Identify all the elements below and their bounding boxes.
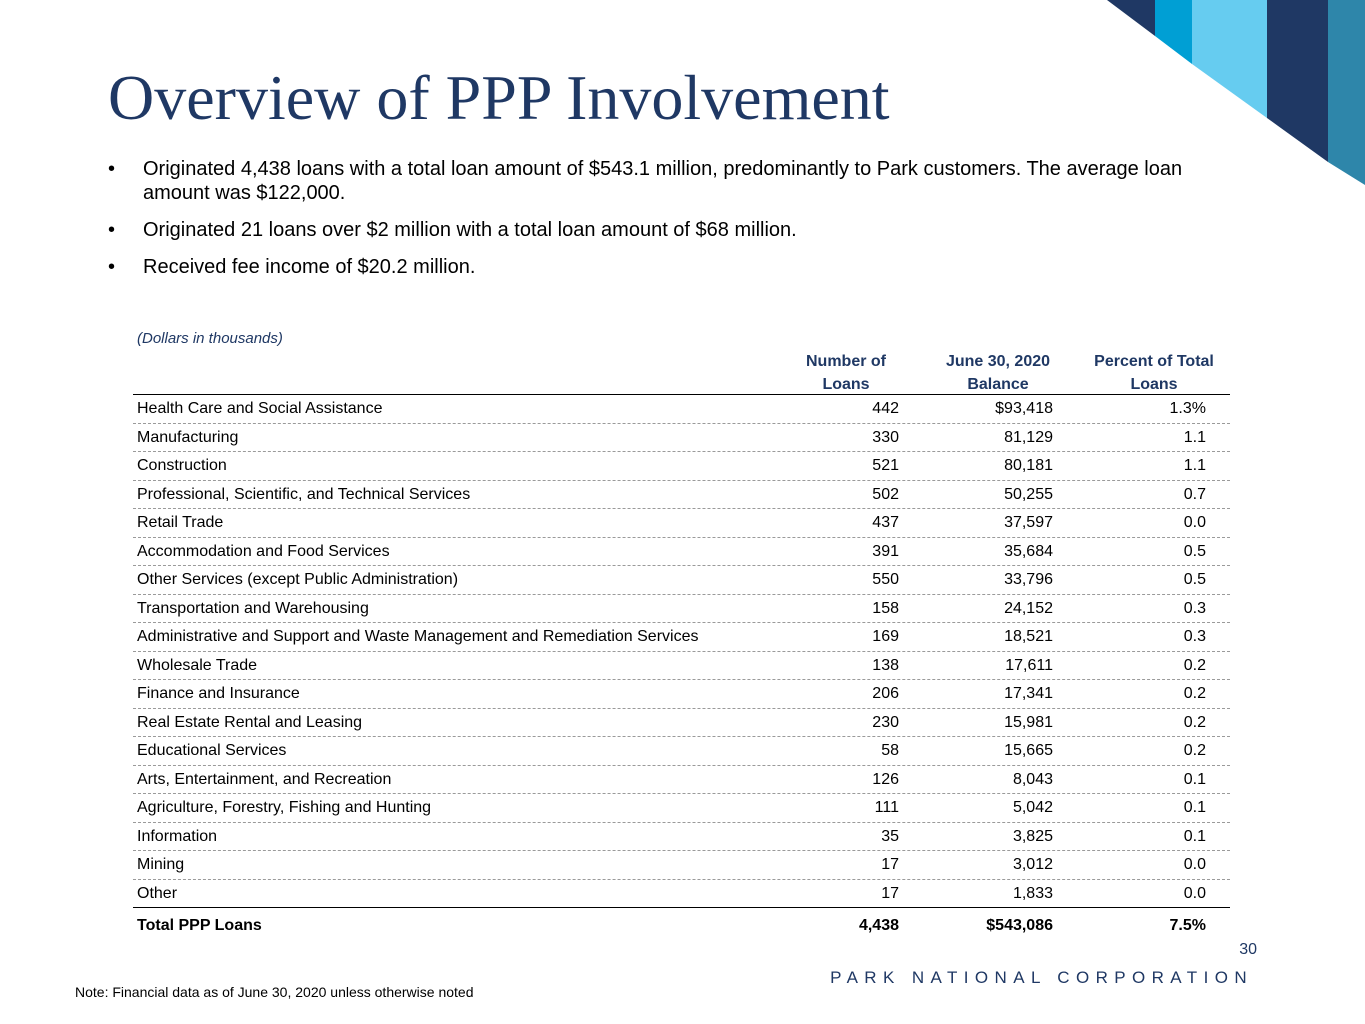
loans-cell: 169 (872, 628, 899, 645)
table-row (133, 538, 1230, 567)
balance-cell: 17,611 (1005, 656, 1053, 674)
table-row (133, 709, 1230, 738)
percent-cell: 0.2 (1183, 713, 1206, 731)
loans-cell: 111 (874, 799, 899, 816)
industry-cell: Mining (137, 856, 185, 873)
balance-cell: 37,597 (1004, 514, 1053, 531)
percent-cell: 0.0 (1183, 884, 1206, 902)
table-body (133, 395, 1230, 908)
bullet-item (108, 218, 1218, 242)
loans-cell: 442 (872, 400, 899, 417)
percent-cell: 0.1 (1183, 827, 1206, 845)
loans-cell: 138 (872, 656, 899, 674)
balance-cell: 17,341 (1004, 685, 1053, 702)
loans-cell: 35 (881, 827, 899, 845)
industry-cell: Other (137, 884, 178, 902)
header-balance (933, 350, 1063, 396)
table-row (133, 395, 1230, 424)
units-note: (Dollars in thousands) (137, 330, 283, 347)
table-header (133, 350, 1230, 395)
industry-cell: Health Care and Social Assistance (137, 400, 383, 417)
balance-cell: 1,833 (1012, 884, 1053, 902)
table-row (133, 623, 1230, 652)
header-number-of-loans (791, 350, 901, 396)
table-row (133, 794, 1230, 823)
bullet-item (108, 255, 1218, 279)
bullet-text: Originated 4,438 loans with a total loan amount of $543.1 million, predominantly to Park customers. The average loan amount was $122,000. (143, 158, 1183, 204)
percent-cell: 0.5 (1183, 542, 1206, 560)
balance-cell: 50,255 (1004, 485, 1053, 503)
bullet-list (108, 157, 1218, 279)
table-row (133, 737, 1230, 766)
loans-cell: 330 (872, 428, 899, 446)
header-line: Loans (822, 376, 870, 393)
ppp-industry-table (133, 350, 1230, 942)
percent-cell: 0.1 (1183, 770, 1206, 788)
percent-cell: 0.1 (1183, 799, 1206, 816)
table-row (133, 452, 1230, 481)
industry-cell: Administrative and Support and Waste Management and Remediation Services (137, 628, 699, 645)
bullet-text: Received fee income of $20.2 million. (143, 256, 476, 278)
loans-cell: 17 (881, 884, 899, 902)
industry-cell: Wholesale Trade (137, 656, 258, 674)
table-row (133, 424, 1230, 453)
industry-cell: Other Services (except Public Administration) (137, 571, 459, 588)
corner-stripe-light-blue (1192, 0, 1267, 118)
industry-cell: Transportation and Warehousing (137, 599, 369, 617)
page-number: 30 (1239, 941, 1257, 958)
industry-cell: Agriculture, Forestry, Fishing and Hunting (137, 799, 432, 816)
balance-cell: $93,418 (995, 400, 1053, 417)
loans-cell: 502 (872, 485, 899, 503)
table-row (133, 880, 1230, 909)
percent-cell: 0.3 (1183, 599, 1206, 617)
industry-cell: Professional, Scientific, and Technical Services (137, 485, 471, 503)
balance-cell: 3,012 (1012, 856, 1053, 873)
percent-cell: 0.7 (1183, 485, 1206, 503)
table-total-row (133, 908, 1230, 942)
loans-cell: 126 (872, 770, 899, 788)
total-loans: 4,438 (858, 917, 899, 934)
percent-cell: 0.2 (1183, 685, 1206, 702)
total-label: Total PPP Loans (137, 917, 262, 934)
loans-cell: 158 (872, 599, 899, 617)
balance-cell: 33,796 (1004, 571, 1053, 588)
bullet-dot: • (108, 256, 116, 278)
table-row (133, 823, 1230, 852)
corner-stripe-navy-right (1267, 0, 1328, 162)
balance-cell: 35,684 (1004, 542, 1053, 560)
header-line: Loans (1130, 376, 1178, 393)
bullet-dot: • (108, 219, 116, 241)
company-name: PARK NATIONAL CORPORATION (830, 968, 1253, 987)
balance-cell: 15,981 (1004, 713, 1053, 731)
bullet-text: Originated 21 loans over $2 million with a total loan amount of $68 million. (143, 219, 797, 241)
industry-cell: Arts, Entertainment, and Recreation (137, 770, 392, 788)
loans-cell: 230 (872, 713, 899, 731)
percent-cell: 1.3% (1169, 400, 1206, 417)
percent-cell: 1.1 (1183, 457, 1206, 474)
corner-stripe-cyan (1155, 0, 1192, 64)
table-row (133, 509, 1230, 538)
percent-cell: 0.2 (1183, 656, 1206, 674)
industry-cell: Real Estate Rental and Leasing (137, 713, 363, 731)
balance-cell: 8,043 (1012, 770, 1053, 788)
header-line: June 30, 2020 (945, 353, 1051, 370)
page-title: Overview of PPP Involvement (108, 62, 890, 133)
total-percent: 7.5% (1169, 917, 1206, 934)
total-balance: $543,086 (986, 917, 1053, 934)
percent-cell: 0.3 (1183, 628, 1206, 645)
header-line: Percent of Total (1094, 353, 1214, 370)
industry-cell: Retail Trade (137, 514, 224, 531)
loans-cell: 206 (872, 685, 899, 702)
bullet-dot: • (108, 158, 116, 180)
table-row (133, 766, 1230, 795)
header-line: Number of (806, 353, 886, 370)
percent-cell: 0.2 (1183, 742, 1206, 759)
table-row (133, 652, 1230, 681)
percent-cell: 0.5 (1183, 571, 1206, 588)
balance-cell: 5,042 (1012, 799, 1053, 816)
balance-cell: 3,825 (1012, 827, 1053, 845)
industry-cell: Educational Services (137, 742, 287, 759)
corner-stripe-teal (1328, 0, 1365, 185)
table-row (133, 481, 1230, 510)
percent-cell: 0.0 (1183, 856, 1206, 873)
loans-cell: 521 (872, 457, 899, 474)
corner-stripe-navy-left (1107, 0, 1155, 36)
loans-cell: 391 (872, 542, 899, 560)
footnote: Note: Financial data as of June 30, 2020 unless otherwise noted (75, 984, 474, 1000)
balance-cell: 80,181 (1004, 457, 1053, 474)
industry-cell: Finance and Insurance (137, 685, 300, 702)
table-row (133, 680, 1230, 709)
industry-cell: Construction (137, 457, 227, 474)
loans-cell: 550 (872, 571, 899, 588)
balance-cell: 81,129 (1004, 428, 1053, 446)
balance-cell: 18,521 (1004, 628, 1053, 645)
loans-cell: 17 (881, 856, 899, 873)
industry-cell: Manufacturing (137, 428, 239, 446)
industry-cell: Accommodation and Food Services (137, 542, 390, 560)
loans-cell: 58 (881, 742, 899, 759)
header-line: Balance (967, 376, 1029, 393)
industry-cell: Information (137, 827, 218, 845)
loans-cell: 437 (872, 514, 899, 531)
balance-cell: 15,665 (1004, 742, 1053, 759)
header-percent-of-total (1081, 350, 1227, 396)
table-row (133, 595, 1230, 624)
balance-cell: 24,152 (1004, 599, 1053, 617)
percent-cell: 1.1 (1183, 428, 1206, 446)
percent-cell: 0.0 (1183, 514, 1206, 531)
table-row (133, 566, 1230, 595)
table-row (133, 851, 1230, 880)
bullet-item (108, 157, 1218, 205)
